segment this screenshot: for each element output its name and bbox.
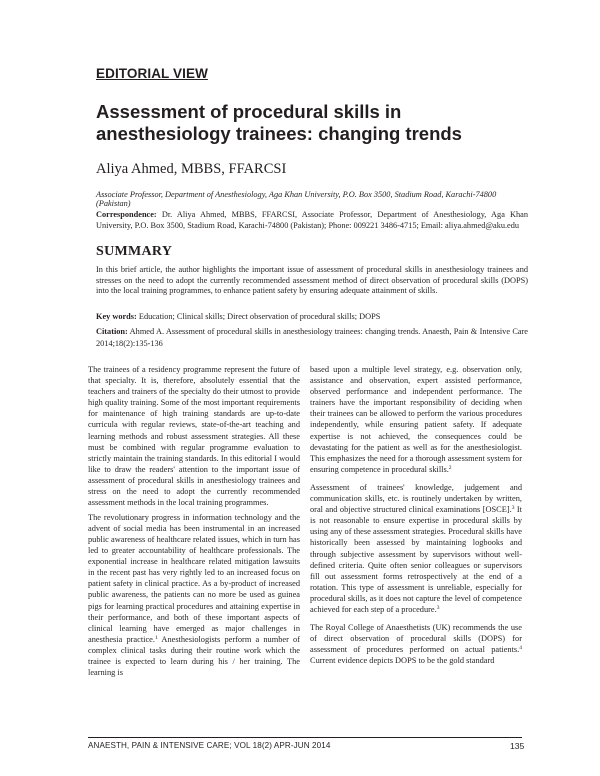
body-paragraph (310, 364, 522, 475)
citation-text: Ahmed A. Assessment of procedural skills in anesthesiology trainees: changing trends. Anaesth, Pain & Intensive Care 2014;18(2):135-136 (96, 327, 528, 348)
keywords-text: Education; Clinical skills; Direct observation of procedural skills; DOPS (136, 312, 381, 321)
body-text: It is not reasonable to ensure expertise in procedural skills by using any of these assessment strategies. Procedural skills have historically been assessed by maintaining logbooks and through subjective assessment by supervisors without well-defined criteria. Quite often senior colleagues or supervisors fill out assessment forms retrospectively at the end of a rotation. This type of assessment is unreliable, especially for procedural skills, as it does not capture the level of competence achieved for each step of a procedure. (310, 505, 523, 614)
correspondence (96, 210, 528, 231)
correspondence-label: Correspondence: (96, 210, 157, 219)
correspondence-text: Dr. Aliya Ahmed, MBBS, FFARCSI, Associate Professor, Department of Anesthesiology, Aga Khan University, P.O. Box 3500, Stadium Road, Karachi-74800 (Pakistan); Phone: 009221 3486-4715; Email: aliya.ahmed@aku.edu (96, 210, 528, 230)
body-column-left (88, 364, 300, 682)
reference-marker: 1 (154, 634, 158, 641)
footer-divider (88, 737, 522, 738)
keywords-label: Key words: (96, 312, 137, 321)
summary-text: In this brief article, the author highlights the important issue of assessment of procedural skills in anesthesiology trainees and stresses on the need to adopt the currently recommended assessment method of direct observation of procedural skills (DOPS) into the local training programmes, to enhance patient safety by ensuring adequate attainment of skills. (96, 265, 528, 296)
citation (96, 326, 528, 349)
reference-marker: 3 (436, 604, 440, 611)
body-paragraph (310, 622, 522, 666)
reference-marker: 3 (511, 505, 515, 512)
author-name: Aliya Ahmed, MBBS, FFARCSI (96, 161, 287, 177)
body-text: The Royal College of Anaesthetists (UK) recommends the use of direct observation of procedural skills (DOPS) for assessment of procedures performed on actual patients. (310, 623, 522, 655)
body-text: based upon a multiple level strategy, e.g. observation only, assistance and observation, expert assisted performance, observed performance and independent performance. The trainers have the important responsibility of deciding when their trainees can be allowed to perform the various procedures independently, while ensuring patient safety. If adequate expertise is not achieved, the consequences could be devastating for the patient as well as for the anesthesiologist. This emphasizes the need for a thorough assessment system for ensuring competence in procedural skills. (310, 365, 522, 474)
citation-label: Citation: (96, 327, 128, 336)
body-text: Anesthesiologists perform a number of complex clinical tasks during their routine work which the trainee is expected to learn during his / her training. The learning is (88, 634, 300, 678)
section-label: EDITORIAL VIEW (96, 66, 208, 81)
page-number: 135 (510, 741, 525, 751)
author-affiliation: Associate Professor, Department of Anesthesiology, Aga Khan University, P.O. Box 3500, Stadium Road, Karachi-74800 (Pakistan) (96, 190, 497, 208)
keywords (96, 312, 528, 321)
body-column-right (310, 364, 522, 673)
body-text: Assessment of trainees' knowledge, judgement and communication skills, etc. is routinely undertaken by written, oral and objective structured clinical examinations [OSCE]. (310, 482, 522, 515)
body-paragraph (88, 512, 300, 678)
reference-marker: 2 (448, 464, 452, 471)
reference-marker: 4 (519, 645, 522, 652)
summary-heading: SUMMARY (96, 244, 173, 259)
body-paragraph: The trainees of a residency programme represent the future of that specialty. It is, therefore, absolutely essential that the teachers and trainers of the specialty do their utmost to provide high quality training. Some of the most important requirements for maintenance of high training standards are up-to-date curricula with regular reviews, state-of-the-art teaching and learning methods and robust assessment strategies. All these must be combined with regular programme evaluation to strictly maintain the training standards. In this editorial I would like to draw the readers' attention to the important issue of assessment of procedural skills in anesthesiology trainees and stress on the need to adopt the currently recommended assessment methods in the local training programmes. (88, 365, 300, 508)
article-title: Assessment of procedural skills in anesthesiology trainees: changing trends (96, 101, 462, 144)
journal-footer: ANAESTH, PAIN & INTENSIVE CARE; VOL 18(2) APR-JUN 2014 (88, 741, 331, 750)
body-text: Current evidence depicts DOPS to be the gold standard (310, 656, 495, 666)
body-text: The revolutionary progress in information technology and the advent of social media has been instrumental in an increased public awareness of healthcare related issues, which in turn has led to greater accountability of healthcare professionals. The exponential increase in healthcare related mitigation lawsuits in the recent past has very rightly led to an increased focus on patient safety in clinical practice. As a by-product of increased public awareness, the patients can no more be used as guinea pigs for learning practical procedures and attaining expertise in their performance, and both of these important aspects of clinical learning have emerged as major challenges in anesthesia practice. (88, 512, 300, 644)
body-paragraph (310, 482, 522, 615)
